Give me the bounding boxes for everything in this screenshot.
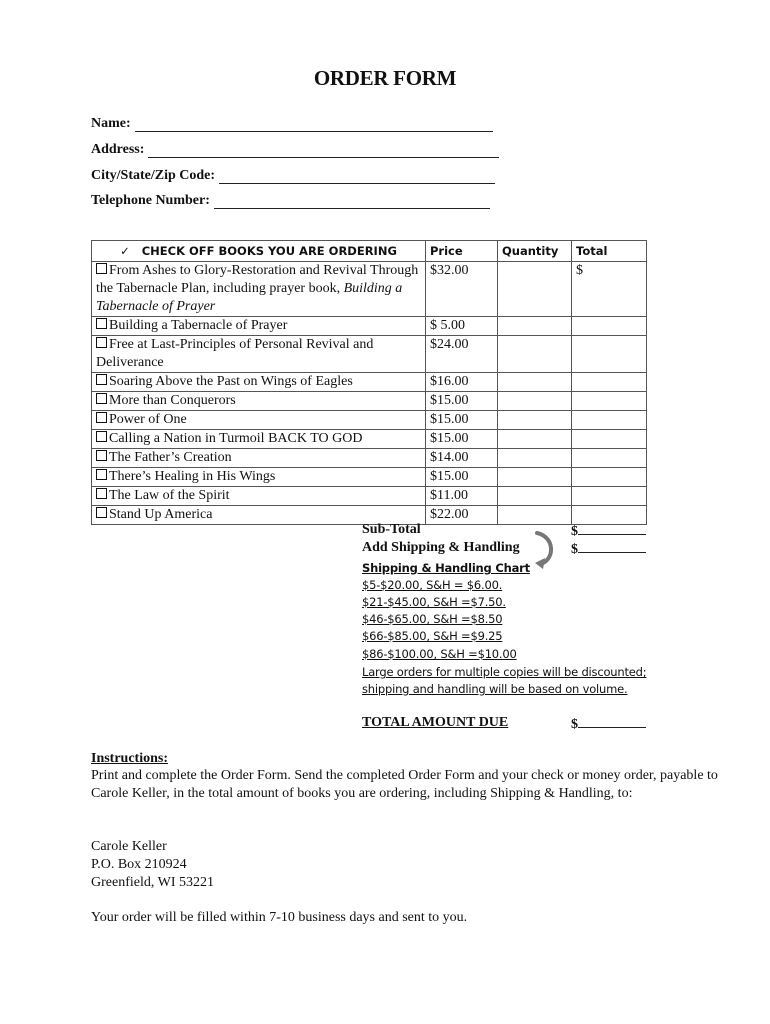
total-cell[interactable]: [572, 430, 647, 449]
book-title: Calling a Nation in Turmoil BACK TO GOD: [109, 431, 363, 446]
table-row: [92, 392, 647, 411]
book-title: The Father’s Creation: [109, 450, 232, 465]
quantity-cell[interactable]: [498, 262, 572, 317]
address-line-3: Greenfield, WI 53221: [91, 875, 214, 890]
book-title: Building a Tabernacle of Prayer: [109, 318, 288, 333]
quantity-cell[interactable]: [498, 411, 572, 430]
price-cell: $24.00: [426, 336, 498, 373]
header-books: [92, 241, 426, 262]
address-field[interactable]: [91, 142, 499, 158]
instructions-footer: Your order will be filled within 7-10 business days and sent to you.: [91, 910, 468, 925]
subtotal-line[interactable]: [578, 522, 646, 535]
curved-arrow-icon: [531, 531, 561, 571]
total-cell[interactable]: [572, 317, 647, 336]
quantity-cell[interactable]: [498, 449, 572, 468]
name-label: Name:: [91, 116, 131, 131]
city-field[interactable]: [91, 168, 495, 184]
table-row: [92, 336, 647, 373]
total-due-dollar: $: [571, 717, 578, 732]
header-quantity: Quantity: [498, 241, 572, 262]
checkbox[interactable]: [96, 374, 107, 385]
table-header-row: [92, 241, 647, 262]
book-title: There’s Healing in His Wings: [109, 469, 276, 484]
price-cell: $14.00: [426, 449, 498, 468]
table-row: [92, 468, 647, 487]
header-price: Price: [426, 241, 498, 262]
total-due-label: TOTAL AMOUNT DUE: [362, 715, 509, 730]
table-row: [92, 373, 647, 392]
shipping-chart-line: $66-$85.00, S&H =$9.25: [362, 629, 503, 643]
address-line-1: Carole Keller: [91, 839, 167, 854]
book-title: From Ashes to Glory-Restoration and Revival Through the Tabernacle Plan, including prayer book,: [96, 263, 419, 296]
price-cell: $16.00: [426, 373, 498, 392]
address-label: Address:: [91, 142, 145, 157]
shipping-amount[interactable]: [571, 540, 646, 558]
address-line-2: P.O. Box 210924: [91, 857, 187, 872]
book-title: Stand Up America: [109, 507, 213, 522]
subtotal-label: Sub-Total: [362, 522, 421, 537]
book-cell: [92, 487, 426, 506]
book-cell: [92, 336, 426, 373]
phone-label: Telephone Number:: [91, 193, 210, 208]
books-table: [91, 240, 647, 525]
total-cell[interactable]: [572, 392, 647, 411]
header-total: Total: [572, 241, 647, 262]
name-line[interactable]: [135, 117, 493, 132]
shipping-chart-note: shipping and handling will be based on volume.: [362, 682, 628, 696]
table-row: [92, 430, 647, 449]
book-title: Soaring Above the Past on Wings of Eagles: [109, 374, 353, 389]
quantity-cell[interactable]: [498, 392, 572, 411]
total-cell[interactable]: $: [572, 262, 647, 317]
checkbox[interactable]: [96, 393, 107, 404]
price-cell: $ 5.00: [426, 317, 498, 336]
total-cell[interactable]: [572, 468, 647, 487]
quantity-cell[interactable]: [498, 487, 572, 506]
phone-line[interactable]: [214, 194, 490, 209]
quantity-cell[interactable]: [498, 506, 572, 525]
checkbox[interactable]: [96, 431, 107, 442]
subtotal-amount[interactable]: [571, 522, 646, 540]
quantity-cell[interactable]: [498, 336, 572, 373]
total-cell[interactable]: [572, 411, 647, 430]
shipping-chart-line: $46-$65.00, S&H =$8.50: [362, 612, 503, 626]
book-title: The Law of the Spirit: [109, 488, 230, 503]
price-cell: $32.00: [426, 262, 498, 317]
shipping-chart-line: $5-$20.00, S&H = $6.00.: [362, 578, 503, 592]
total-due-amount[interactable]: [571, 715, 646, 733]
table-row: [92, 317, 647, 336]
checkbox[interactable]: [96, 469, 107, 480]
checkbox[interactable]: [96, 318, 107, 329]
subtotal-dollar: $: [571, 524, 578, 539]
price-cell: $15.00: [426, 430, 498, 449]
total-due-line[interactable]: [578, 715, 646, 728]
table-row: [92, 262, 647, 317]
book-cell: [92, 411, 426, 430]
quantity-cell[interactable]: [498, 468, 572, 487]
instructions-heading: Instructions:: [91, 751, 169, 766]
shipping-dollar: $: [571, 542, 578, 557]
checkbox[interactable]: [96, 263, 107, 274]
shipping-chart-line: $21-$45.00, S&H =$7.50.: [362, 595, 506, 609]
city-line[interactable]: [219, 169, 495, 184]
price-cell: $15.00: [426, 411, 498, 430]
book-title: Power of One: [109, 412, 187, 427]
checkmark-icon: ✓: [120, 244, 130, 258]
shipping-chart-title: Shipping & Handling Chart: [362, 561, 530, 575]
header-books-label: CHECK OFF BOOKS YOU ARE ORDERING: [141, 244, 397, 258]
shipping-line[interactable]: [578, 540, 646, 553]
book-cell: [92, 430, 426, 449]
total-cell[interactable]: [572, 487, 647, 506]
book-subtitle: Building a Tabernacle of Prayer: [96, 281, 403, 314]
shipping-chart-note: Large orders for multiple copies will be discounted;: [362, 665, 647, 679]
book-title: More than Conquerors: [109, 393, 236, 408]
book-cell: [92, 317, 426, 336]
quantity-cell[interactable]: [498, 373, 572, 392]
table-row: [92, 487, 647, 506]
checkbox[interactable]: [96, 450, 107, 461]
book-cell: [92, 392, 426, 411]
shipping-label: Add Shipping & Handling: [362, 540, 520, 555]
address-line[interactable]: [148, 143, 499, 158]
total-cell[interactable]: [572, 336, 647, 373]
city-label: City/State/Zip Code:: [91, 168, 216, 183]
page-title: ORDER FORM: [313, 66, 457, 90]
price-cell: $15.00: [426, 468, 498, 487]
phone-field[interactable]: [91, 193, 490, 209]
total-cell[interactable]: [572, 449, 647, 468]
quantity-cell[interactable]: [498, 317, 572, 336]
book-cell: [92, 262, 426, 317]
book-cell: [92, 373, 426, 392]
price-cell: $15.00: [426, 392, 498, 411]
checkbox[interactable]: [96, 337, 107, 348]
name-field[interactable]: [91, 116, 493, 132]
book-title: Free at Last-Principles of Personal Revival and Deliverance: [96, 337, 374, 370]
checkbox[interactable]: [96, 507, 107, 518]
book-cell: [92, 468, 426, 487]
instructions-body: Print and complete the Order Form. Send the completed Order Form and your check or money order, payable to Carole Keller, in the total amount of books you are ordering, including Shipping & Handling, to:: [91, 768, 718, 801]
shipping-chart-line: $86-$100.00, S&H =$10.00: [362, 647, 517, 661]
quantity-cell[interactable]: [498, 430, 572, 449]
price-cell: $11.00: [426, 487, 498, 506]
checkbox[interactable]: [96, 412, 107, 423]
checkbox[interactable]: [96, 488, 107, 499]
table-row: [92, 411, 647, 430]
book-cell: [92, 449, 426, 468]
price-cell: $22.00: [426, 506, 498, 525]
total-cell[interactable]: [572, 373, 647, 392]
table-row: [92, 449, 647, 468]
